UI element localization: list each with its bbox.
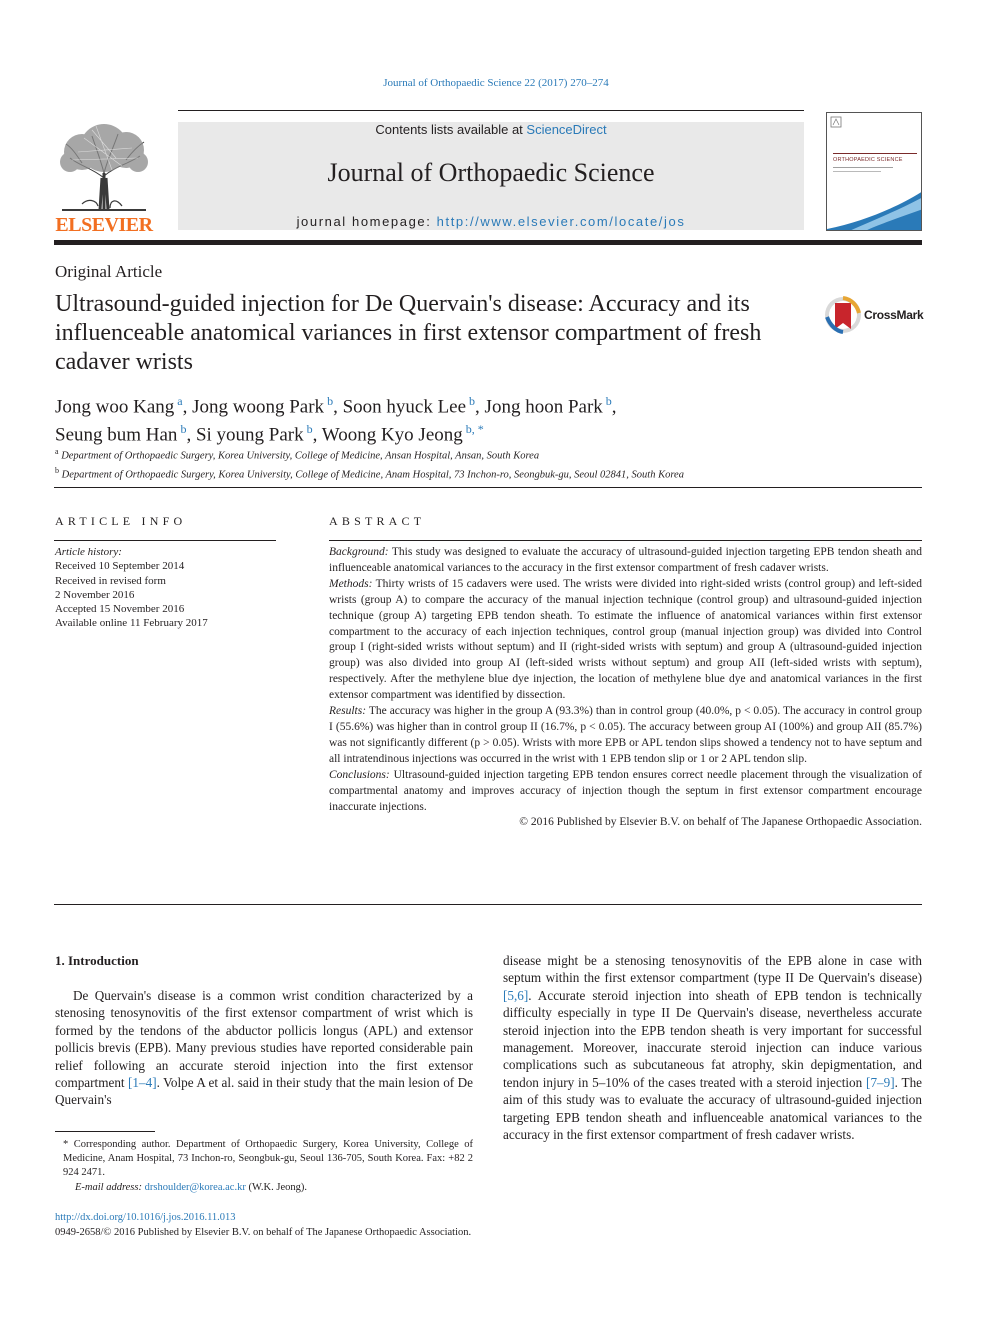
body-paragraph: De Quervain's disease is a common wrist condition characterized by a stenosing tenosynovitis of the first extensor compartment of wrist which is formed by the tendons of the abductor pollicis longus (APL) and extensor pollicis brevis (EPB). Many previous studies have reported considerable pain relief following an accurate steroid injection into the first extensor compartment [1–4]. Volpe A et al. said in their study that the main lesion of De Quervain's bbox=[55, 988, 473, 1108]
article-history bbox=[55, 545, 277, 631]
reference-link[interactable]: [5,6] bbox=[503, 987, 529, 1003]
author-list: Jong woo Kang $^a$, Jong woong Park $^b$, Soon hyuck Lee $^b$, Jong hoon Park $^b$, Seung bum Han $^b$, Si young Park $^b$, Woong Kyo Jeong $^{b, *}$ bbox=[55, 394, 617, 446]
homepage-url-link[interactable]: http://www.elsevier.com/locate/jos bbox=[436, 214, 686, 229]
affiliation-item: $^a$ Department of Orthopaedic Surgery, Korea University, College of Medicine, Ansan Hospital, Ansan, South Korea bbox=[55, 447, 540, 462]
homepage-label: journal homepage: bbox=[296, 214, 437, 229]
history-item: Available online 11 February 2017 bbox=[55, 617, 208, 630]
header-thick-rule bbox=[54, 240, 922, 245]
body-right-column bbox=[503, 952, 922, 1143]
abstract-results: Results: The accuracy was higher in the group A (93.3%) than in control group (40.0%, p < 0.05). The accuracy in control group I (55.6%) was higher than in control group II (16.7%, p < 0.05). The accuracy between group AI (100%) and group AII (85.7%) was not significantly different (p > 0.05). Wrists with more EPB or APL tendon slips showed a tendency not to have septum and all intratendinous injections was occurred in the wrist with 1 EPB tendon slip or 1 or 2 APL tendon slip. bbox=[329, 705, 923, 765]
elsevier-wordmark: ELSEVIER bbox=[55, 214, 153, 236]
issn-copyright: 0949-2658/© 2016 Published by Elsevier B.V. on behalf of The Japanese Orthopaedic Association. bbox=[55, 1227, 472, 1238]
corresponding-author-text: * Corresponding author. Department of Orthopaedic Surgery, Korea University, College of Medicine, Anam Hospital, 73 Inchon-ro, Seongbuk-gu, Seoul 136-705, South Korea. Fax: +82 2 924 2471. bbox=[63, 1139, 473, 1179]
author-affil-mark[interactable]: a bbox=[177, 394, 183, 408]
author-name: Si young Park bbox=[195, 424, 304, 446]
article-info-heading: ARTICLE INFO bbox=[55, 514, 187, 528]
affiliation-item: $^b$ Department of Orthopaedic Surgery, Korea University, College of Medicine, Anam Hospital, 73 Inchon-ro, Seongbuk-gu, Seoul 02841, South Korea bbox=[55, 465, 684, 480]
history-item: 2 November 2016 bbox=[55, 588, 135, 601]
cover-journal-title: ORTHOPAEDIC SCIENCE bbox=[833, 157, 903, 163]
article-info-rule bbox=[54, 540, 276, 541]
abstract-rule bbox=[329, 540, 922, 541]
article-title: Ultrasound-guided injection for De Quervain's disease: Accuracy and its influenceable anatomical variances in first extensor compartment of fresh cadaver wrists bbox=[55, 291, 762, 375]
abstract-heading: ABSTRACT bbox=[329, 514, 426, 528]
abstract-label: Background: bbox=[329, 546, 389, 558]
abstract-label: Methods: bbox=[329, 577, 373, 590]
author-name: Jong hoon Park bbox=[484, 396, 603, 418]
affiliations bbox=[55, 445, 915, 482]
journal-title: Journal of Orthopaedic Science bbox=[327, 158, 655, 187]
author-affil-mark[interactable]: b bbox=[469, 394, 476, 408]
author-affil-mark[interactable]: b bbox=[180, 422, 187, 437]
reference-link[interactable]: [7–9] bbox=[866, 1074, 895, 1090]
history-item: Received in revised form bbox=[55, 574, 166, 587]
author-affil-mark[interactable]: b bbox=[306, 422, 313, 437]
abstract-conclusions: Conclusions: Ultrasound-guided injection targeting EPB tendon ensures correct needle placement through the visualization of compartmental anatomy and improves accuracy of injection though the septum in first extensor compartment encourage inaccurate injections. bbox=[329, 768, 922, 813]
contents-prefix: Contents lists available at bbox=[375, 122, 527, 137]
section-divider bbox=[54, 487, 922, 488]
author-name: Jong woong Park bbox=[192, 396, 325, 418]
author-affil-mark[interactable]: b, * bbox=[465, 422, 484, 437]
elsevier-logo[interactable] bbox=[52, 118, 156, 234]
author-name: Woong Kyo Jeong bbox=[321, 424, 463, 446]
body-paragraph: disease might be a stenosing tenosynovitis of the EPB alone in case with septum within the first extensor compartment (type II De Quervain's disease) [5,6]. Accurate steroid injection into sheath of EPB tendon is technically difficulty especially in type II De Quervain's disease, nevertheless accurate steroid injection into the EPB tendon sheath is very important for successful management. Moreover, inaccurate steroid injection can induce various complications such as subcutaneous fat atrophy, skin depigmentation, and tendon injury in 5–10% of the cases treated with a steroid injection [7–9]. The aim of this study was to evaluate the accuracy of ultrasound-guided injection targeting EPB tendon sheath and influenceable anatomical variances to the accuracy in the first extensor compartment of fresh cadaver wrists. bbox=[503, 953, 923, 1143]
introduction-heading: 1. Introduction bbox=[55, 953, 139, 968]
contents-line bbox=[178, 122, 804, 137]
reference-link[interactable]: [1–4] bbox=[128, 1075, 157, 1091]
corresponding-author-footnote bbox=[55, 1138, 473, 1195]
email-label: E-mail address: bbox=[75, 1181, 145, 1193]
author-name: Jong woo Kang bbox=[55, 396, 175, 418]
journal-cover-thumbnail[interactable] bbox=[826, 112, 922, 231]
author-affil-mark[interactable]: b bbox=[327, 394, 334, 408]
crossmark-icon bbox=[824, 295, 862, 335]
email-line: E-mail address: drshoulder@korea.ac.kr (W.K. Jeong). bbox=[75, 1181, 307, 1193]
author-name: Seung bum Han bbox=[55, 424, 178, 446]
email-link[interactable]: drshoulder@korea.ac.kr bbox=[144, 1181, 246, 1193]
cover-art-icon bbox=[827, 113, 922, 231]
sciencedirect-link[interactable]: ScienceDirect bbox=[526, 122, 607, 137]
abstract-label: Conclusions: bbox=[329, 768, 390, 781]
journal-citation-link[interactable]: Journal of Orthopaedic Science 22 (2017) 270–274 bbox=[383, 77, 609, 89]
abstract-methods: Methods: Thirty wrists of 15 cadavers were used. The wrists were divided into right-sided wrists (control group) and left-sided wrists (group A) to compare the accuracy of the manual injection technique (control group) and ultrasound-guided injection technique (group A) targeting EPB tendon sheath. To estimate the influence of anatomical variances within first extensor compartment to the accuracy of each injection techniques, control group (manual injection group) was divided into Control group I (right-sided wrists without septum) and II (right-sided wrists with septum) and group A (ultrasound-guided injection group) was also divided into group AI (left-sided wrists without septum) and group AII (left-sided wrists with septum), respectively. After the methylene blue dye injection, the location of methylene blue dye and anatomical variances in the first extensor compartment was identified by dissection. bbox=[329, 577, 922, 702]
crossmark-badge[interactable] bbox=[824, 295, 924, 335]
doi-link[interactable]: http://dx.doi.org/10.1016/j.jos.2016.11.013 bbox=[55, 1212, 236, 1223]
history-item: Accepted 15 November 2016 bbox=[55, 603, 185, 616]
history-label: Article history: bbox=[55, 546, 122, 558]
footnote-rule bbox=[55, 1131, 155, 1132]
author-affil-mark[interactable]: b bbox=[605, 394, 612, 408]
abstract-bottom-rule bbox=[54, 904, 922, 905]
article-type: Original Article bbox=[55, 262, 163, 281]
history-item: Received 10 September 2014 bbox=[55, 560, 185, 573]
body-left-column bbox=[55, 987, 473, 1109]
abstract-label: Results: bbox=[329, 705, 367, 718]
elsevier-tree-icon bbox=[52, 118, 156, 214]
crossmark-label: CrossMark bbox=[864, 308, 924, 322]
abstract-background: Background: This study was designed to evaluate the accuracy of ultrasound-guided injection targeting EPB tendon sheath and influenceable anatomical variances to the accuracy in the first extensor compartment of fresh cadaver wrists. bbox=[329, 546, 922, 574]
homepage-line bbox=[178, 214, 804, 229]
author-name: Soon hyuck Lee bbox=[342, 396, 467, 418]
abstract-copyright: © 2016 Published by Elsevier B.V. on behalf of The Japanese Orthopaedic Association. bbox=[519, 816, 922, 829]
abstract-body bbox=[329, 545, 922, 831]
journal-banner bbox=[178, 122, 804, 230]
header-top-rule bbox=[178, 110, 804, 111]
